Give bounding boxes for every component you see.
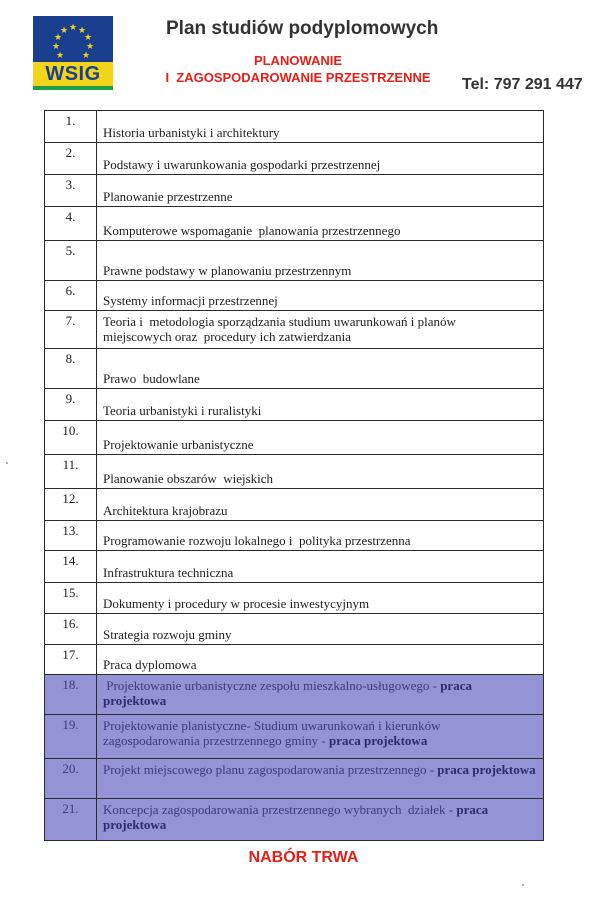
project-work-tag: praca projektowa [103, 678, 472, 708]
subject-name: Systemy informacji przestrzennej [97, 281, 544, 311]
subject-number: 16. [45, 614, 97, 645]
subject-name-line2: miejscowych oraz procedury ich zatwierdzania [103, 329, 351, 344]
svg-text:★: ★ [59, 26, 69, 36]
subject-number: 1. [45, 111, 97, 143]
subject-name-text: Projektowanie urbanistyczne zespołu mieszkalno-usługowego - [103, 678, 441, 693]
table-row [45, 349, 544, 389]
project-work-tag: praca projektowa [437, 762, 536, 777]
table-row [45, 389, 544, 421]
project-work-tag: praca projektowa [328, 733, 428, 748]
svg-text:★: ★ [55, 51, 65, 61]
table-row [45, 207, 544, 241]
wsig-logo [33, 16, 113, 86]
program-name-line2: I ZAGOSPODAROWANIE PRZESTRZENNE [165, 70, 431, 85]
subject-name [97, 715, 544, 759]
table-row [45, 675, 544, 715]
subject-name: Teoria urbanistyki i ruralistyki [97, 389, 544, 421]
subject-name [97, 675, 544, 715]
subject-number: 14. [45, 551, 97, 583]
subjects-table [44, 110, 544, 841]
page-title: Plan studiów podyplomowych [166, 18, 439, 39]
svg-text:★: ★ [51, 42, 61, 52]
subject-number: 5. [45, 241, 97, 281]
subject-name: Podstawy i uwarunkowania gospodarki przestrzennej [97, 143, 544, 175]
subject-number: 6. [45, 281, 97, 311]
table-row [45, 455, 544, 489]
subject-name: Dokumenty i procedury w procesie inwestycyjnym [97, 583, 544, 614]
program-name [150, 52, 446, 86]
subject-name-line1: Teoria i metodologia sporządzania studium uwarunkowań i planów [103, 314, 456, 329]
subject-number: 17. [45, 645, 97, 675]
table-row [45, 583, 544, 614]
table-row [45, 645, 544, 675]
subject-number: 18. [45, 675, 97, 715]
table-row [45, 759, 544, 799]
scan-speck [6, 462, 8, 464]
subject-name: Praca dyplomowa [97, 645, 544, 675]
subject-number: 3. [45, 175, 97, 207]
subject-name: Strategia rozwoju gminy [97, 614, 544, 645]
subject-name: Prawne podstawy w planowaniu przestrzennym [97, 241, 544, 281]
program-name-line1: PLANOWANIE [253, 53, 343, 68]
subject-number: 19. [45, 715, 97, 759]
table-row [45, 521, 544, 551]
subject-number: 4. [45, 207, 97, 241]
logo-text: WSIG [33, 62, 113, 86]
table-row [45, 111, 544, 143]
table-row [45, 551, 544, 583]
table-row [45, 143, 544, 175]
subject-name-text: Projektowanie planistyczne- Studium uwarunkowań i kierunków zagospodarowania przestrzennego gminy - [103, 718, 444, 748]
table-row [45, 281, 544, 311]
logo-green-stripe [33, 86, 113, 90]
table-row [45, 241, 544, 281]
table-row [45, 715, 544, 759]
phone-number: Tel: 797 291 447 [462, 76, 583, 93]
table-row [45, 489, 544, 521]
subject-number: 10. [45, 421, 97, 455]
subject-name [97, 799, 544, 841]
subject-name: Programowanie rozwoju lokalnego i polityka przestrzenna [97, 521, 544, 551]
eu-stars-icon [33, 16, 113, 62]
subject-name: Infrastruktura techniczna [97, 551, 544, 583]
subject-number: 11. [45, 455, 97, 489]
subject-number: 8. [45, 349, 97, 389]
subject-number: 20. [45, 759, 97, 799]
subject-number: 13. [45, 521, 97, 551]
table-row [45, 799, 544, 841]
table-row [45, 175, 544, 207]
subject-name-text: Projekt miejscowego planu zagospodarowania przestrzennego - [103, 762, 438, 777]
subject-name: Architektura krajobrazu [97, 489, 544, 521]
table-row [45, 311, 544, 349]
subject-name: Projektowanie urbanistyczne [97, 421, 544, 455]
subject-number: 21. [45, 799, 97, 841]
subject-number: 7. [45, 311, 97, 349]
project-work-tag: praca projektowa [103, 802, 489, 832]
subject-number: 2. [45, 143, 97, 175]
subject-number: 9. [45, 389, 97, 421]
subject-number: 12. [45, 489, 97, 521]
svg-text:★: ★ [81, 51, 91, 61]
enrollment-open-notice: NABÓR TRWA [248, 849, 359, 866]
subject-name [97, 311, 544, 349]
subject-name: Historia urbanistyki i architektury [97, 111, 544, 143]
subject-name: Prawo budowlane [97, 349, 544, 389]
subject-number: 15. [45, 583, 97, 614]
table-row [45, 421, 544, 455]
svg-text:★: ★ [53, 33, 63, 43]
subject-name [97, 759, 544, 799]
scan-speck [522, 884, 524, 886]
subject-name: Planowanie obszarów wiejskich [97, 455, 544, 489]
table-row [45, 614, 544, 645]
subject-name: Planowanie przestrzenne [97, 175, 544, 207]
svg-text:★: ★ [68, 23, 78, 33]
svg-text:★: ★ [83, 33, 93, 43]
svg-text:★: ★ [77, 26, 87, 36]
subject-name-text: Koncepcja zagospodarowania przestrzennego wybranych działek - [103, 802, 457, 817]
subject-name: Komputerowe wspomaganie planowania przestrzennego [97, 207, 544, 241]
svg-text:★: ★ [85, 42, 95, 52]
